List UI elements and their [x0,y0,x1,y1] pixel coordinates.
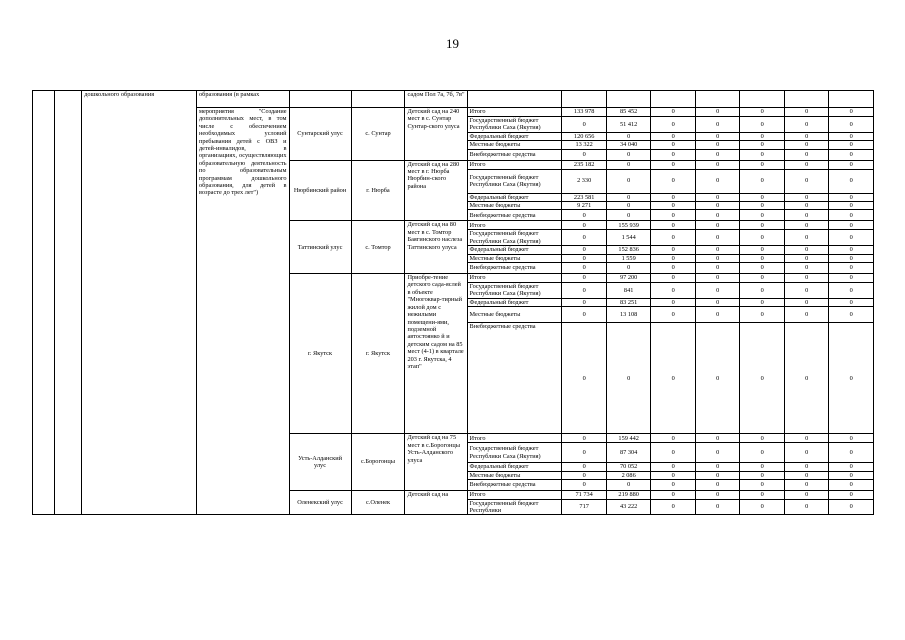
funding-source-cell: Итого [467,274,562,283]
value-cell: 0 [651,254,696,262]
value-cell: 0 [784,491,829,499]
town-cell: с. Томтор [351,221,405,274]
value-cell: 0 [562,149,607,160]
value-cell: 0 [651,117,696,133]
value-cell: 0 [695,141,740,149]
value-cell: 0 [829,160,874,169]
value-cell: 34 040 [606,141,651,149]
value-cell: 0 [562,298,607,306]
value-cell: 0 [695,254,740,262]
measure-cell: мероприятия "Создание дополнительных мест, в том числе с обеспечением необходимых условий пребывания детей с ОВЗ и детей-инвалидов, в организациях, осуществляющих образовательную деятельность по образовательным программам дошкольного образования, для детей в возрасте до трех лет") [196,108,289,515]
value-cell: 0 [784,108,829,117]
value-cell: 0 [651,480,696,491]
value-cell: 0 [695,298,740,306]
value-cell: 0 [562,480,607,491]
funding-source-cell: Внебюджетные средства [467,480,562,491]
value-cell: 0 [651,108,696,117]
value-cell: 0 [784,221,829,230]
value-cell: 0 [829,193,874,201]
value-cell: 1 544 [606,230,651,246]
col1-cell [33,91,55,515]
value-cell: 83 251 [606,298,651,306]
value-cell: 0 [651,499,696,515]
value-cell: 0 [740,132,785,140]
value-cell: 0 [695,491,740,499]
object-cell: Детский сад на 75 мест в с.Борогонцы Усть-Алданского улуса [405,434,467,491]
value-cell: 0 [784,210,829,221]
district-cell: Оленекский улус [289,491,351,515]
value-cell: 219 880 [606,491,651,499]
empty-cell [829,91,874,108]
value-cell: 0 [651,491,696,499]
funding-source-cell: Местные бюджеты [467,141,562,149]
value-cell: 0 [829,283,874,299]
object-cell: Детский сад на 80 мест в с. Томтор Баягинского наслеза Таттинского улуса [405,221,467,274]
funding-source-cell: Федеральный бюджет [467,246,562,254]
funding-source-cell: Государственный бюджет Республики Саха (Якутия) [467,230,562,246]
value-cell: 0 [562,221,607,230]
town-cell: г. Якутск [351,274,405,434]
funding-source-cell: Федеральный бюджет [467,193,562,201]
value-cell: 0 [784,117,829,133]
value-cell: 13 108 [606,307,651,323]
value-cell: 0 [562,471,607,479]
value-cell: 0 [695,230,740,246]
value-cell: 0 [829,491,874,499]
value-cell: 9 271 [562,202,607,210]
value-cell: 0 [695,263,740,274]
value-cell: 0 [829,471,874,479]
value-cell: 0 [740,434,785,443]
value-cell: 0 [562,263,607,274]
value-cell: 0 [829,202,874,210]
value-cell: 0 [651,307,696,323]
value-cell: 0 [784,169,829,193]
funding-source-cell: Местные бюджеты [467,307,562,323]
value-cell: 0 [651,246,696,254]
value-cell: 0 [695,108,740,117]
value-cell: 0 [695,471,740,479]
value-cell: 0 [740,491,785,499]
value-cell: 0 [651,169,696,193]
funding-source-cell: Местные бюджеты [467,471,562,479]
value-cell: 0 [695,221,740,230]
value-cell: 0 [829,434,874,443]
funding-source-cell: Внебюджетные средства [467,263,562,274]
value-cell: 0 [740,193,785,201]
value-cell: 159 442 [606,434,651,443]
value-cell: 0 [651,149,696,160]
value-cell: 0 [562,210,607,221]
value-cell: 0 [829,210,874,221]
value-cell: 70 052 [606,463,651,471]
measure-first-cell: образования (в рамках [196,91,289,108]
value-cell: 0 [740,160,785,169]
value-cell: 0 [829,254,874,262]
object-cell: Приобре-тение детского сада-яслей в объекте "Многоквар-тирный жилой дом с нежилыми помещени-ями, подземной автостоянко й и детским садом на 85 мест (4-1) в квартале 203 г. Якутска, 4 этап" [405,274,467,434]
funding-source-cell: Местные бюджеты [467,202,562,210]
value-cell: 223 581 [562,193,607,201]
value-cell: 120 656 [562,132,607,140]
value-cell: 0 [784,499,829,515]
value-cell: 0 [829,221,874,230]
value-cell: 717 [562,499,607,515]
value-cell: 0 [651,283,696,299]
value-cell: 0 [784,149,829,160]
value-cell: 0 [784,323,829,434]
empty-cell [606,91,651,108]
funding-source-cell: Государственный бюджет Республики Саха (Якутия) [467,169,562,193]
empty-cell [740,91,785,108]
value-cell: 71 734 [562,491,607,499]
value-cell: 0 [695,132,740,140]
funding-source-cell: Итого [467,108,562,117]
value-cell: 0 [562,117,607,133]
value-cell: 0 [784,263,829,274]
value-cell: 0 [651,274,696,283]
value-cell: 841 [606,283,651,299]
value-cell: 0 [651,323,696,434]
value-cell: 0 [740,210,785,221]
object-cell: Детский сад на [405,491,467,515]
value-cell: 0 [740,283,785,299]
value-cell: 0 [606,193,651,201]
value-cell: 0 [695,443,740,463]
value-cell: 0 [651,230,696,246]
value-cell: 0 [695,323,740,434]
value-cell: 0 [829,443,874,463]
value-cell: 0 [829,323,874,434]
value-cell: 0 [695,202,740,210]
page-number: 19 [446,36,459,51]
value-cell: 0 [695,274,740,283]
value-cell: 0 [829,263,874,274]
value-cell: 0 [740,246,785,254]
value-cell: 0 [695,434,740,443]
value-cell: 0 [740,108,785,117]
value-cell: 0 [606,323,651,434]
value-cell: 0 [562,274,607,283]
funding-source-cell: Итого [467,160,562,169]
value-cell: 0 [606,160,651,169]
value-cell: 0 [606,149,651,160]
value-cell: 0 [829,230,874,246]
value-cell: 0 [740,499,785,515]
funding-source-cell: Государственный бюджет Республики Саха (Якутия) [467,117,562,133]
value-cell: 0 [606,132,651,140]
value-cell: 0 [695,169,740,193]
value-cell: 0 [829,108,874,117]
town-cell: с.Борогонцы [351,434,405,491]
value-cell: 0 [740,480,785,491]
value-cell: 0 [651,434,696,443]
value-cell: 133 978 [562,108,607,117]
district-cell: Усть-Алданский улус [289,434,351,491]
value-cell: 1 559 [606,254,651,262]
value-cell: 0 [562,434,607,443]
value-cell: 0 [784,480,829,491]
value-cell: 0 [695,283,740,299]
value-cell: 0 [740,117,785,133]
value-cell: 0 [606,202,651,210]
value-cell: 0 [784,463,829,471]
funding-source-cell: Местные бюджеты [467,254,562,262]
value-cell: 0 [784,202,829,210]
value-cell: 0 [784,434,829,443]
value-cell: 0 [740,141,785,149]
value-cell: 0 [740,307,785,323]
value-cell: 0 [784,283,829,299]
value-cell: 0 [695,117,740,133]
district-cell-top [289,91,351,108]
funding-source-cell: Внебюджетные средства [467,210,562,221]
value-cell: 0 [695,149,740,160]
value-cell: 0 [695,480,740,491]
value-cell: 51 412 [606,117,651,133]
town-cell: с. Сунтар [351,108,405,161]
empty-cell [562,91,607,108]
value-cell: 0 [829,499,874,515]
value-cell: 0 [562,230,607,246]
value-cell: 0 [562,323,607,434]
value-cell: 0 [695,246,740,254]
empty-cell [467,91,562,108]
value-cell: 0 [829,480,874,491]
town-cell: г. Нюрба [351,160,405,221]
value-cell: 0 [740,274,785,283]
value-cell: 85 452 [606,108,651,117]
value-cell: 0 [784,254,829,262]
value-cell: 0 [651,463,696,471]
value-cell: 0 [784,307,829,323]
value-cell: 0 [562,443,607,463]
value-cell: 0 [740,230,785,246]
funding-source-cell: Внебюджетные средства [467,323,562,434]
value-cell: 0 [562,246,607,254]
value-cell: 2 086 [606,471,651,479]
value-cell: 0 [651,471,696,479]
value-cell: 0 [784,471,829,479]
value-cell: 0 [695,160,740,169]
district-cell: Сунтарский улус [289,108,351,161]
value-cell: 0 [829,117,874,133]
value-cell: 0 [740,323,785,434]
town-cell: с.Оленек [351,491,405,515]
value-cell: 0 [606,169,651,193]
funding-source-cell: Государственный бюджет Республики Саха (Якутия) [467,283,562,299]
value-cell: 2 330 [562,169,607,193]
value-cell: 0 [829,169,874,193]
value-cell: 0 [740,471,785,479]
value-cell: 235 182 [562,160,607,169]
value-cell: 0 [829,298,874,306]
funding-source-cell: Федеральный бюджет [467,132,562,140]
funding-source-cell: Итого [467,491,562,499]
value-cell: 0 [562,283,607,299]
value-cell: 0 [784,298,829,306]
value-cell: 0 [829,274,874,283]
value-cell: 0 [829,132,874,140]
value-cell: 0 [562,254,607,262]
value-cell: 0 [606,210,651,221]
value-cell: 0 [740,221,785,230]
value-cell: 0 [740,263,785,274]
empty-cell [695,91,740,108]
value-cell: 0 [784,246,829,254]
value-cell: 0 [784,132,829,140]
value-cell: 0 [829,307,874,323]
program-cell: дошкольного образования [82,91,197,515]
funding-source-cell: Федеральный бюджет [467,463,562,471]
district-cell: Таттинский улус [289,221,351,274]
value-cell: 0 [829,246,874,254]
col2-cell [55,91,82,515]
funding-source-cell: Федеральный бюджет [467,298,562,306]
value-cell: 0 [740,443,785,463]
value-cell: 0 [562,463,607,471]
value-cell: 0 [784,230,829,246]
district-cell: Нюрбинский район [289,160,351,221]
value-cell: 0 [651,202,696,210]
empty-cell [784,91,829,108]
value-cell: 0 [651,193,696,201]
value-cell: 97 200 [606,274,651,283]
value-cell: 0 [740,169,785,193]
value-cell: 155 939 [606,221,651,230]
value-cell: 0 [784,274,829,283]
value-cell: 43 222 [606,499,651,515]
object-cell: Детский сад на 240 мест в с. Сунтар Сунтар-ского улуса [405,108,467,161]
value-cell: 0 [740,463,785,471]
value-cell: 0 [784,193,829,201]
empty-cell [651,91,696,108]
town-cell-top [351,91,405,108]
value-cell: 0 [695,463,740,471]
value-cell: 0 [606,480,651,491]
value-cell: 0 [651,443,696,463]
value-cell: 0 [784,160,829,169]
value-cell: 0 [784,141,829,149]
value-cell: 0 [651,132,696,140]
value-cell: 87 304 [606,443,651,463]
value-cell: 0 [829,149,874,160]
funding-source-cell: Государственный бюджет Республики Саха (Якутия) [467,443,562,463]
object-cell-top: садом Пол 7а, 7б, 7в" [405,91,467,108]
value-cell: 0 [651,221,696,230]
value-cell: 0 [651,141,696,149]
value-cell: 0 [740,254,785,262]
value-cell: 0 [829,463,874,471]
value-cell: 0 [829,141,874,149]
value-cell: 0 [651,210,696,221]
value-cell: 0 [651,263,696,274]
value-cell: 0 [651,298,696,306]
value-cell: 0 [695,307,740,323]
funding-source-cell: Итого [467,221,562,230]
value-cell: 0 [695,499,740,515]
value-cell: 0 [695,210,740,221]
value-cell: 0 [740,149,785,160]
value-cell: 0 [562,307,607,323]
value-cell: 0 [695,193,740,201]
value-cell: 0 [740,202,785,210]
funding-source-cell: Государственный бюджет Республики [467,499,562,515]
value-cell: 13 322 [562,141,607,149]
value-cell: 0 [740,298,785,306]
object-cell: Детский сад на 280 мест в г. Нюрба Нюрбин-ского района [405,160,467,221]
budget-table [32,90,874,515]
district-cell: г. Якутск [289,274,351,434]
value-cell: 0 [606,263,651,274]
funding-source-cell: Внебюджетные средства [467,149,562,160]
value-cell: 0 [651,160,696,169]
funding-source-cell: Итого [467,434,562,443]
value-cell: 152 836 [606,246,651,254]
value-cell: 0 [784,443,829,463]
